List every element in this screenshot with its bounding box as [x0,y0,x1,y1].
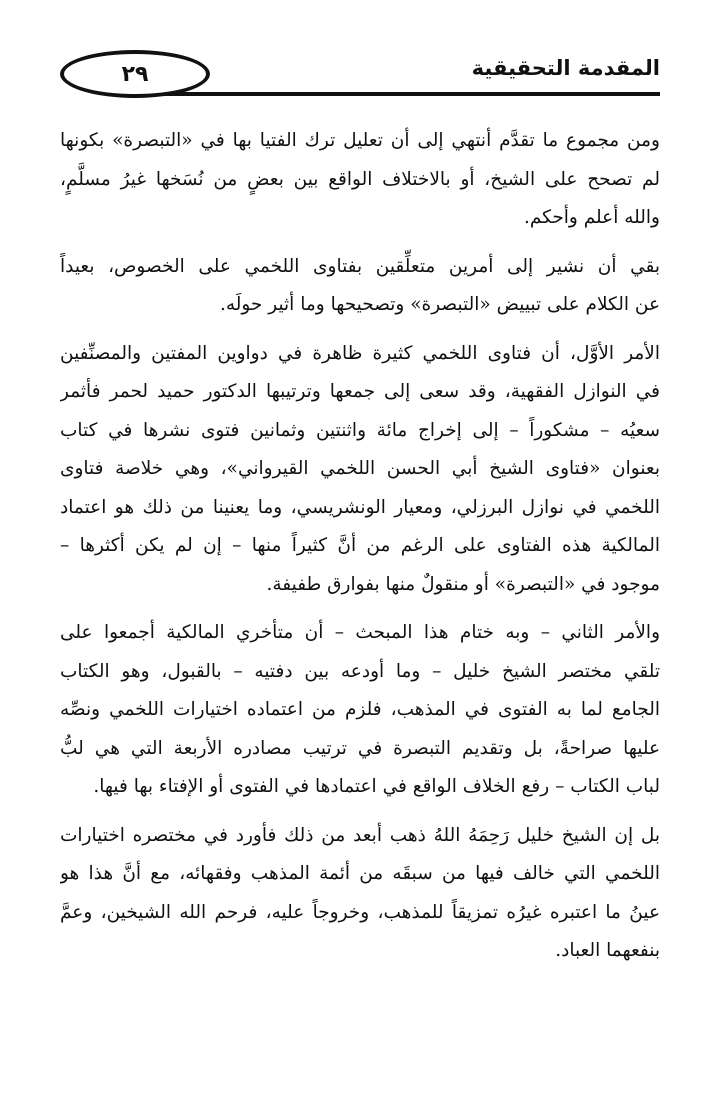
text-line: موجود في «التبصرة» أو منقولٌ منها بفوارق طفيفة. [266,573,660,595]
text-line: تلقي مختصر الشيخ خليل – وما أودعه بين دفتيه – بالقبول، وهو الكتاب [60,660,660,682]
text-line: والله أعلم وأحكم. [523,207,660,228]
text-line: سعيُه – مشكوراً – إلى إخراج مائة واثنتين وثمانين فتوى نشرها في كتاب [60,419,660,441]
paragraph [60,122,660,238]
body-text [60,122,660,981]
text-line: عليها صراحةً، بل وتقديم التبصرة في ترتيب مصادره الأربعة التي هي لبُّ [60,737,660,759]
text-line: الأمر الأوَّل، أن فتاوى اللخمي كثيرة ظاهرة في دواوين المفتين والمصنِّفين [60,342,660,364]
text-line: بقي أن نشير إلى أمرين متعلِّقين بفتاوى اللخمي على الخصوص، بعيداً [60,255,660,277]
running-title: المقدمة التحقيقية [471,56,660,80]
text-line: بنفعهما العباد. [555,940,660,961]
text-line: لباب الكتاب – رفع الخلاف الواقع في اعتمادها في الفتوى أو الإفتاء بها فيها. [93,776,660,797]
text-line: عينُ ما اعتبره غيرُه تمزيقاً للمذهب، وخروجاً عليه، فرحم الله الشيخين، وعمَّ [60,901,660,923]
paragraph [60,248,660,325]
paragraph [60,335,660,605]
page-number: ٢٩ [121,61,149,87]
text-line: اللخمي التي خالف فيها من سبقَه من أئمة المذهب وفقهائه، مع أنَّ هذا هو [60,863,660,884]
text-line: لم تصحح على الشيخ، أو بالاختلاف الواقع بين بعضٍ من نُسَخها غيرُ مسلَّمٍ، [60,168,660,190]
text-line: في النوازل الفقهية، وقد سعى إلى جمعها وترتيبها الدكتور حميد لحمر فأثمر [60,381,660,402]
text-line: الجامع لما به الفتوى في المذهب، فلزم من اعتماده اختيارات اللخمي ونصِّه [60,699,660,720]
paragraph [60,817,660,971]
text-line: والأمر الثاني – وبه ختام هذا المبحث – أن متأخري المالكية أجمعوا على [60,622,660,643]
page-header [60,48,660,100]
header-rule [130,92,660,96]
text-line: اللخمي في نوازل البرزلي، ومعيار الونشريسي، وما يعنينا من ذلك هو اعتماد [60,496,660,518]
text-line: بعنوان «فتاوى الشيخ أبي الحسن اللخمي القيرواني»، وهي خلاصة فتاوى [60,458,660,479]
page-number-frame [60,50,210,98]
text-line: عن الكلام على تبييض «التبصرة» وتصحيحها وما أثير حولَه. [219,294,660,315]
text-line: بل إن الشيخ خليل رَحِمَهُ اللهُ ذهب أبعد من ذلك فأورد في مختصره اختيارات [60,824,660,846]
text-line: المالكية هذه الفتاوى على الرغم من أنَّ كثيراً منها – إن لم يكن أكثرها – [60,535,660,556]
paragraph [60,614,660,807]
text-line: ومن مجموع ما تقدَّم أنتهي إلى أن تعليل ترك الفتيا بها في «التبصرة» بكونها [60,130,660,151]
